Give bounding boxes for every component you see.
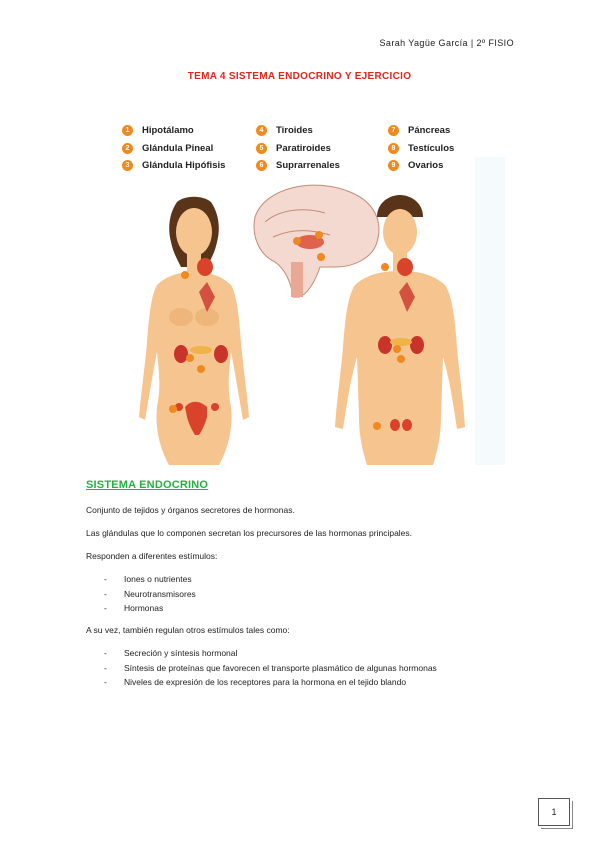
marker-4-male: [381, 263, 389, 271]
legend-number: 6: [256, 160, 267, 171]
list-item-text: Niveles de expresión de los receptores para la hormona en el tejido blando: [124, 677, 407, 687]
paragraph: A su vez, también regulan otros estímulos tales como:: [86, 625, 290, 635]
list-item-text: Secreción y síntesis hormonal: [124, 648, 238, 658]
regulation-list: [104, 648, 437, 692]
list-item-text: Hormonas: [124, 603, 164, 613]
legend-number: 3: [122, 160, 133, 171]
legend-item: [122, 125, 194, 136]
female-figure: [139, 197, 249, 465]
legend-number: 8: [388, 143, 399, 154]
stimuli-list: [104, 574, 196, 618]
legend-label: Ovarios: [408, 160, 444, 171]
figure-legend: [122, 125, 472, 175]
legend-item: [256, 143, 331, 154]
legend-number: 7: [388, 125, 399, 136]
legend-number: 2: [122, 143, 133, 154]
list-item-text: Síntesis de proteínas que favorecen el transporte plasmático de algunas hormonas: [124, 662, 437, 673]
brain-illustration: [254, 185, 379, 297]
legend-label: Paratiroides: [276, 143, 331, 154]
header-author: Sarah Yagüe García | 2º FISIO: [379, 38, 514, 48]
list-item: - Secreción y síntesis hormonal: [104, 648, 437, 663]
legend-item: [388, 160, 443, 171]
paragraph: Responden a diferentes estímulos:: [86, 551, 218, 561]
female-kidney-left: [174, 345, 188, 363]
legend-item: [122, 160, 225, 171]
female-pancreas: [190, 346, 212, 354]
legend-label: Suprarrenales: [276, 160, 340, 171]
page-number: 1: [551, 807, 557, 817]
document-title: TEMA 4 SISTEMA ENDOCRINO Y EJERCICIO: [187, 71, 412, 82]
legend-item: [256, 125, 313, 136]
list-item: - Síntesis de proteínas que favorecen el transporte plasmático de algunas hormonas: [104, 663, 437, 678]
female-body: [139, 272, 249, 465]
female-breast-left: [169, 308, 193, 326]
page-number-box: [538, 798, 570, 826]
male-pancreas: [390, 338, 412, 346]
legend-label: Testículos: [408, 143, 455, 154]
brainstem: [291, 262, 303, 297]
list-item: - Neurotransmisores: [104, 589, 196, 604]
list-item: - Niveles de expresión de los receptores para la hormona en el tejido blando: [104, 677, 437, 692]
legend-label: Tiroides: [276, 125, 313, 136]
legend-number: 4: [256, 125, 267, 136]
list-item-text: Neurotransmisores: [124, 588, 196, 599]
paragraph: Las glándulas que lo componen secretan los precursores de las hormonas principales.: [86, 528, 413, 538]
marker-9-female: [169, 405, 177, 413]
legend-item: [122, 143, 213, 154]
legend-item: [388, 125, 450, 136]
marker-6-female: [186, 354, 194, 362]
male-testis-right: [402, 419, 412, 431]
legend-label: Hipotálamo: [142, 125, 194, 136]
male-testis-left: [390, 419, 400, 431]
list-item: - Hormonas: [104, 603, 196, 618]
legend-number: 9: [388, 160, 399, 171]
legend-item: [256, 160, 340, 171]
marker-7-female: [197, 365, 205, 373]
female-kidney-right: [214, 345, 228, 363]
male-thyroid: [397, 258, 413, 276]
male-kidney-left: [378, 336, 392, 354]
legend-number: 1: [122, 125, 133, 136]
legend-label: Glándula Hipófisis: [142, 160, 226, 171]
female-head: [176, 208, 212, 256]
marker-2-brain: [317, 253, 325, 261]
male-head: [383, 209, 417, 255]
marker-1-brain: [315, 231, 323, 239]
female-thyroid: [197, 258, 213, 276]
section-heading: SISTEMA ENDOCRINO: [86, 479, 209, 491]
paragraph: Conjunto de tejidos y órganos secretores de hormonas.: [86, 505, 295, 515]
marker-3-brain: [293, 237, 301, 245]
legend-number: 5: [256, 143, 267, 154]
female-ovary-right: [211, 403, 219, 411]
background-panel: [475, 157, 505, 465]
legend-label: Glándula Pineal: [142, 143, 214, 154]
list-item-text: Iones o nutrientes: [124, 574, 192, 584]
list-item: - Iones o nutrientes: [104, 574, 196, 589]
marker-6-male: [393, 345, 401, 353]
marker-7-male: [397, 355, 405, 363]
legend-label: Páncreas: [408, 125, 451, 136]
male-kidney-right: [410, 336, 424, 354]
marker-4-female: [181, 271, 189, 279]
male-body: [335, 271, 465, 465]
legend-item: [388, 143, 454, 154]
marker-8-male: [373, 422, 381, 430]
